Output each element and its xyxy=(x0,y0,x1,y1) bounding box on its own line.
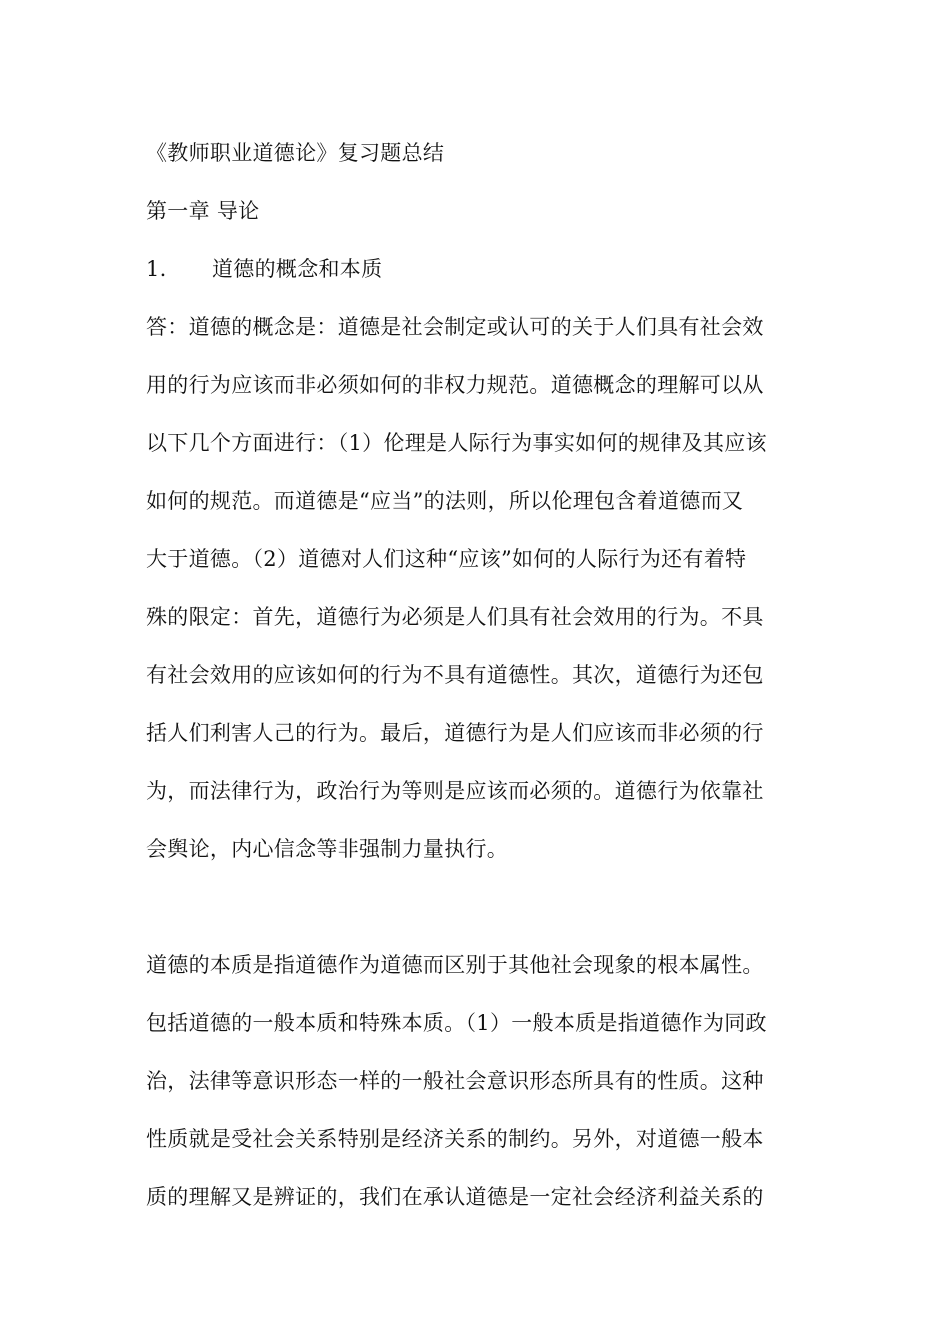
question-text: 道德的概念和本质 xyxy=(212,257,383,281)
paragraph-line: 性质就是受社会关系特别是经济关系的制约。另外，对道德一般本 xyxy=(146,1127,764,1151)
paragraph-line: 有社会效用的应该如何的行为不具有道德性。其次，道德行为还包 xyxy=(146,663,764,687)
question-number: 1. xyxy=(146,257,167,281)
paragraph-line: 大于道德。（2）道德对人们这种“应该”如何的人际行为还有着特 xyxy=(146,547,747,571)
answer-paragraph-essence xyxy=(146,946,816,1236)
document-title: 《教师职业道德论》复习题总结 xyxy=(146,141,445,165)
paragraph-line: 殊的限定：首先，道德行为必须是人们具有社会效用的行为。不具 xyxy=(146,605,764,629)
paragraph-line: 会舆论，内心信念等非强制力量执行。 xyxy=(146,837,509,861)
paragraph-line: 道德的本质是指道德作为道德而区别于其他社会现象的根本属性。 xyxy=(146,953,764,977)
answer-paragraph-concept xyxy=(146,308,816,888)
paragraph-line: 为，而法律行为，政治行为等则是应该而必须的。道德行为依靠社 xyxy=(146,779,764,803)
document-body xyxy=(146,134,816,1236)
paragraph-line: 治，法律等意识形态一样的一般社会意识形态所具有的性质。这种 xyxy=(146,1069,764,1093)
paragraph-line: 包括道德的一般本质和特殊本质。（1）一般本质是指道德作为同政 xyxy=(146,1011,767,1035)
paragraph-line: 用的行为应该而非必须如何的非权力规范。道德概念的理解可以从 xyxy=(146,373,764,397)
question-heading xyxy=(146,250,816,308)
paragraph-line: 括人们利害人己的行为。最后，道德行为是人们应该而非必须的行 xyxy=(146,721,764,745)
paragraph-line: 答：道德的概念是：道德是社会制定或认可的关于人们具有社会效 xyxy=(146,315,764,339)
paragraph-line: 以下几个方面进行：（1）伦理是人际行为事实如何的规律及其应该 xyxy=(146,431,767,455)
paragraph-line: 质的理解又是辨证的，我们在承认道德是一定社会经济利益关系的 xyxy=(146,1185,764,1209)
chapter-heading: 第一章 导论 xyxy=(146,199,260,223)
paragraph-line: 如何的规范。而道德是“应当”的法则，所以伦理包含着道德而又 xyxy=(146,489,744,513)
paragraph-spacer xyxy=(146,888,816,946)
